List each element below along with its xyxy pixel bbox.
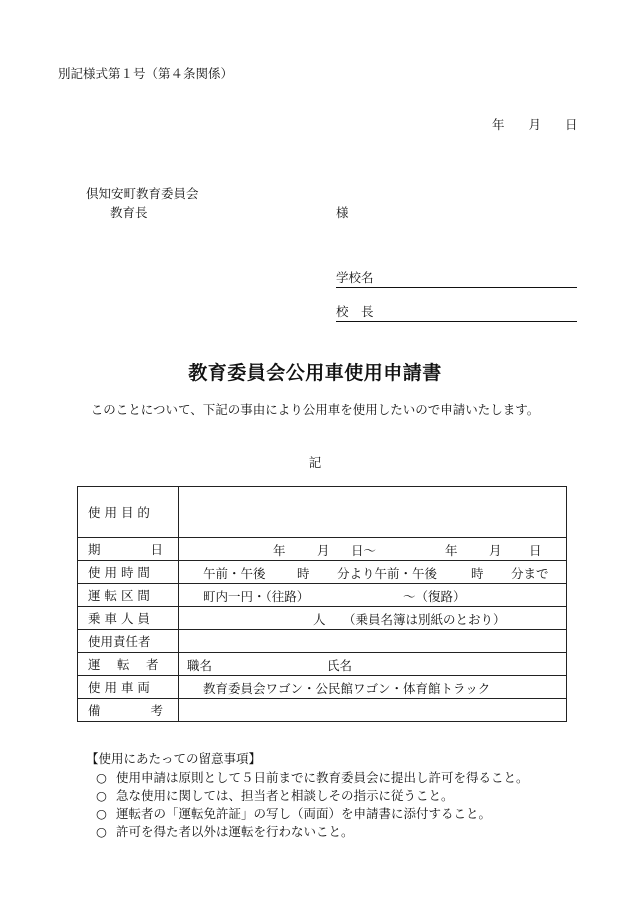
table-row [78, 607, 567, 630]
driver-field[interactable]: 職名 氏名 [179, 653, 567, 676]
purpose-field[interactable] [179, 487, 567, 538]
note-item: ○ 許可を得た者以外は運転を行わないこと。 [96, 824, 354, 839]
intro-text: このことについて、下記の事由により公用車を使用したいので申請いたします。 [90, 402, 540, 417]
row-label: 使用責任者 [78, 630, 179, 653]
table-row [78, 653, 567, 676]
date-month: 月 [528, 117, 542, 132]
ki-mark: 記 [308, 455, 322, 470]
principal-label: 校 長 [336, 304, 374, 319]
addressee-title: 教育長 [110, 205, 148, 220]
note-item: ○ 運転者の「運転免許証」の写し（両面）を申請書に添付すること。 [96, 806, 492, 821]
bullet-circle-icon: ○ [96, 806, 107, 821]
row-label: 使 用 車 両 [78, 676, 179, 699]
row-label: 運 転 者 [78, 653, 179, 676]
row-label: 運 転 区 間 [78, 584, 179, 607]
principal-line[interactable] [336, 303, 577, 322]
bullet-circle-icon: ○ [96, 788, 107, 803]
date-line [492, 115, 578, 133]
addressee-honorific: 様 [336, 205, 349, 220]
bullet-circle-icon: ○ [96, 770, 107, 785]
responsible-field[interactable] [179, 630, 567, 653]
table-row [78, 584, 567, 607]
row-label: 乗 車 人 員 [78, 607, 179, 630]
period-field[interactable]: 年 月 日～ 年 月 日 [179, 538, 567, 561]
note-item: ○ 急な使用に関しては、担当者と相談しその指示に従うこと。 [96, 788, 454, 803]
row-label: 備 考 [78, 699, 179, 722]
date-year: 年 [492, 117, 505, 132]
application-table [77, 486, 567, 722]
school-name-label: 学校名 [336, 270, 374, 285]
school-name-line[interactable] [336, 269, 577, 288]
row-label: 使 用 目 的 [78, 487, 179, 538]
form-number: 別記様式第１号（第４条関係） [58, 66, 234, 81]
row-label: 期 日 [78, 538, 179, 561]
document-title: 教育委員会公用車使用申請書 [188, 362, 442, 384]
table-row [78, 630, 567, 653]
date-day: 日 [565, 117, 578, 132]
route-field[interactable]: 町内一円・（往路） ～（復路） [179, 584, 567, 607]
table-row [78, 561, 567, 584]
table-row [78, 487, 567, 538]
time-field[interactable]: 午前・午後 時 分より午前・午後 時 分まで [179, 561, 567, 584]
note-item: ○ 使用申請は原則として５日前までに教育委員会に提出し許可を得ること。 [96, 770, 529, 785]
notes-header: 【使用にあたっての留意事項】 [86, 751, 262, 766]
passengers-field[interactable]: 人 （乗員名簿は別紙のとおり） [179, 607, 567, 630]
row-label: 使 用 時 間 [78, 561, 179, 584]
table-row [78, 699, 567, 722]
bullet-circle-icon: ○ [96, 824, 107, 839]
table-row [78, 538, 567, 561]
table-row [78, 676, 567, 699]
addressee-board: 倶知安町教育委員会 [86, 186, 199, 201]
vehicle-field[interactable]: 教育委員会ワゴン・公民館ワゴン・体育館トラック [179, 676, 567, 699]
remarks-field[interactable] [179, 699, 567, 722]
